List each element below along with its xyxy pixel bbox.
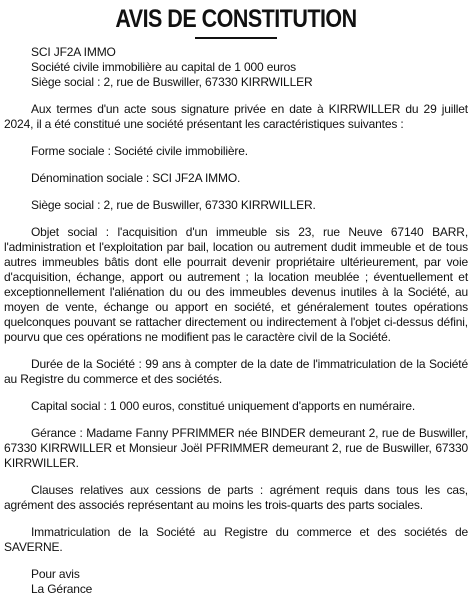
denomination-sociale: Dénomination sociale : SCI JF2A IMMO. (31, 171, 241, 185)
title-underline (195, 37, 277, 39)
clauses-paragraph: Clauses relatives aux cessions de parts : agrément requis dans tous les cas, agrément des associés représentant au moins les trois-quarts des parts sociales. (4, 483, 468, 512)
intro-paragraph: Aux termes d'un acte sous signature privée en date à KIRRWILLER du 29 juillet 2024, il a été constitué une société présentant les caractéristiques suivantes : (4, 102, 468, 131)
company-name: SCI JF2A IMMO (31, 45, 116, 59)
company-seat: Siège social : 2, rue de Buswiller, 67330 KIRRWILLER (31, 75, 313, 89)
closing-pour-avis: Pour avis (31, 567, 80, 581)
siege-social: Siège social : 2, rue de Buswiller, 67330 KIRRWILLER. (31, 198, 316, 212)
company-capital: Société civile immobilière au capital de 1 000 euros (31, 60, 297, 74)
closing-signature (4, 567, 468, 597)
company-header (4, 45, 468, 90)
closing-gerance: La Gérance (31, 582, 93, 596)
forme-sociale: Forme sociale : Société civile immobilière. (31, 144, 248, 158)
duree-societe: Durée de la Société : 99 ans à compter de la date de l'immatriculation de la Société au Registre du commerce et des sociétés. (4, 357, 468, 386)
gerance-paragraph: Gérance : Madame Fanny PFRIMMER née BINDER demeurant 2, rue de Buswiller, 67330 KIRRWILLER et Monsieur Joël PFRIMMER demeurant 2, rue de Buswiller, 67330 KIRRWILLER. (4, 426, 468, 470)
immatriculation-paragraph: Immatriculation de la Société au Registre du commerce et des sociétés de SAVERNE. (4, 525, 468, 554)
notice-body (4, 45, 468, 597)
notice-title: AVIS DE CONSTITUTION (115, 5, 357, 33)
capital-social: Capital social : 1 000 euros, constitué uniquement d'apports en numéraire. (31, 399, 416, 413)
objet-social: Objet social : l'acquisition d'un immeuble sis 23, rue Neuve 67140 BARR, l'administration et l'exploitation par bail, location ou autrement dudit immeuble et de tous autres immeubles bâtis dont elle pourrait devenir propriétaire ultérieurement, par voie d'acquisition, échange, apport ou autrement ; la location meublée ; éventuellement et exceptionnellement l'aliénation du ou des immeubles devenus inutiles à la Société, au moyen de vente, échange ou apport en société, et généralement toutes opérations quelconques pouvant se rattacher directement ou indirectement à l'objet ci-dessus défini, pourvu que ces opérations ne modifient pas le caractère civil de la Société. (4, 225, 468, 344)
